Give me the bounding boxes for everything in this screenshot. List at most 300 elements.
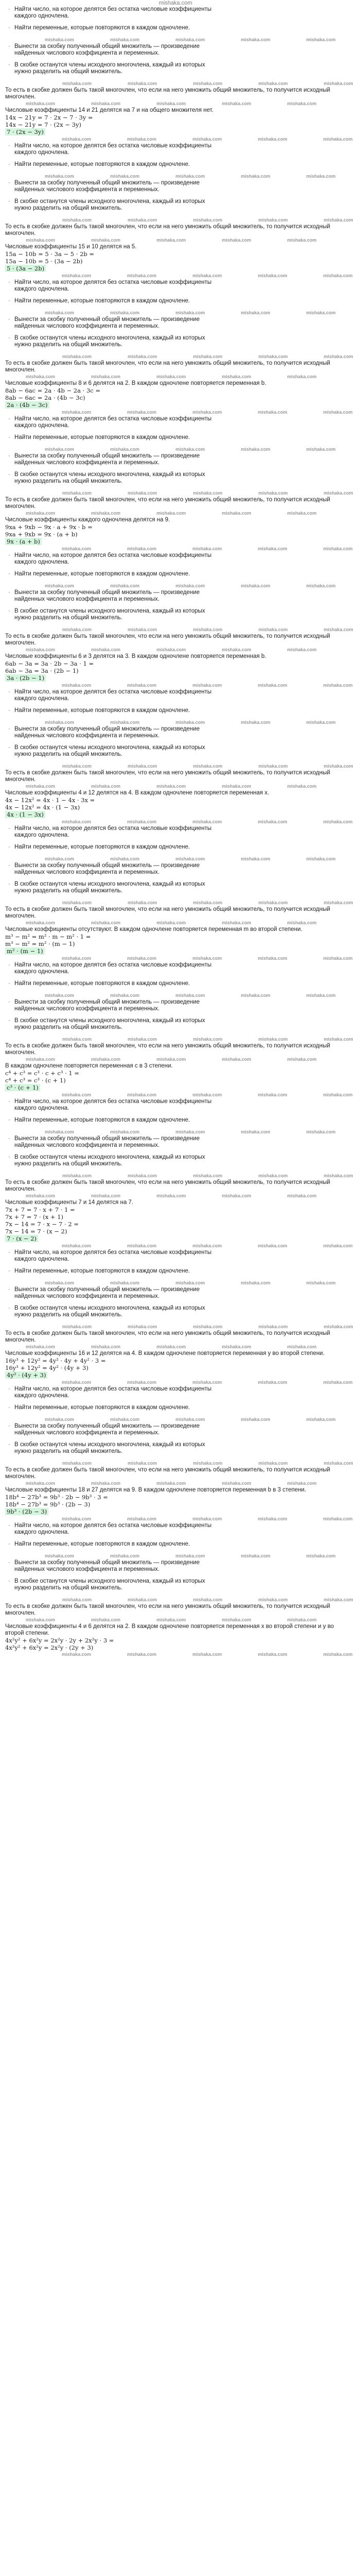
step-item: [5, 689, 346, 702]
step-item: [5, 707, 346, 714]
watermark-row: [5, 920, 346, 926]
step-item: [5, 1386, 346, 1399]
step-text: Найти переменные, которые повторяются в каждом одночлене.: [14, 161, 190, 167]
watermark: mishaka.com: [258, 683, 288, 688]
watermark: mishaka.com: [45, 583, 75, 588]
watermark: mishaka.com: [62, 1092, 92, 1097]
step-bullet: ·: [8, 1154, 10, 1160]
watermark: mishaka.com: [156, 647, 186, 652]
step-bullet: ·: [8, 1404, 10, 1411]
watermark: mishaka.com: [127, 137, 157, 142]
watermark: mishaka.com: [222, 920, 252, 925]
conclusion-text: То есть в скобке должен быть такой многочлен, что если на него умножить общий множитель, то получится исходный многочлен.: [5, 87, 330, 100]
watermark: mishaka.com: [45, 174, 75, 179]
step-text: Найти переменные, которые повторяются в каждом одночлене.: [14, 25, 190, 31]
watermark: mishaka.com: [156, 920, 186, 925]
steps-list: [5, 143, 353, 224]
watermark: mishaka.com: [193, 1173, 223, 1178]
watermark: mishaka.com: [287, 920, 317, 925]
watermark: mishaka.com: [62, 627, 92, 632]
step-text: Найти переменные, которые повторяются в каждом одночлене.: [14, 1117, 190, 1123]
step-text: Вынести за скобку полученный общий множитель — произведение: [14, 1560, 200, 1566]
watermark: mishaka.com: [241, 1129, 271, 1134]
watermark: mishaka.com: [156, 101, 186, 106]
watermark: mishaka.com: [241, 37, 271, 42]
watermark-row: [5, 682, 353, 689]
step-text: нужно разделить на общий множитель.: [14, 342, 122, 348]
watermark-row: [5, 992, 346, 999]
math-line: 9xa + 9xb − 9x · a + 9x · b =: [5, 523, 93, 531]
watermark-row: [5, 647, 346, 653]
conclusion-text: То есть в скобке должен быть такой многочлен, что если на него умножить общий множитель, то получится исходный многочлен.: [5, 224, 330, 236]
steps-list: [5, 1386, 353, 1467]
watermark-row: [5, 763, 353, 770]
watermark: mishaka.com: [110, 1417, 140, 1422]
watermark: mishaka.com: [156, 1481, 186, 1486]
step-item: [5, 980, 346, 987]
math-line: c⁴ + c³ = c³ · (c + 1): [5, 1077, 66, 1084]
watermark: mishaka.com: [323, 137, 353, 142]
watermark-row: [5, 1480, 346, 1487]
step-bullet: ·: [8, 1560, 10, 1566]
step-bullet: ·: [8, 1098, 10, 1105]
watermark: mishaka.com: [241, 720, 271, 725]
watermark: mishaka.com: [323, 1243, 353, 1248]
step-item: [5, 1423, 346, 1436]
watermark: mishaka.com: [26, 1193, 56, 1198]
watermark: mishaka.com: [193, 1597, 223, 1602]
site-header[interactable]: mishaka.com: [158, 0, 192, 6]
watermark: mishaka.com: [287, 1617, 317, 1622]
step-text: нужно разделить на общий множитель.: [14, 615, 122, 621]
watermark: mishaka.com: [175, 1553, 205, 1558]
step-item: [5, 844, 346, 851]
watermark: mishaka.com: [110, 1553, 140, 1558]
solution-section: [5, 1386, 353, 1522]
watermark: mishaka.com: [128, 900, 157, 905]
watermark: mishaka.com: [324, 764, 353, 769]
step-text: Вынести за скобку полученный общий множитель — произведение: [14, 180, 200, 186]
watermark: mishaka.com: [91, 511, 121, 516]
watermark: mishaka.com: [306, 1553, 336, 1558]
watermark: mishaka.com: [45, 310, 75, 315]
watermark: mishaka.com: [128, 1324, 157, 1329]
step-bullet: ·: [8, 279, 10, 285]
watermark: mishaka.com: [62, 137, 92, 142]
watermark: mishaka.com: [306, 310, 336, 315]
watermark: mishaka.com: [26, 1481, 56, 1486]
intro-text: Числовые коэффициенты 6 и 3 делятся на 3. В каждом одночлене повторяется переменная b.: [5, 653, 267, 659]
step-text: каждого одночлена.: [14, 832, 69, 838]
answer-box: 3a · (2b − 1): [5, 674, 46, 682]
step-text: Найти число, на которое делятся без остатка числовые коэффициенты: [14, 279, 211, 285]
watermark: mishaka.com: [156, 374, 186, 379]
watermark-row: [5, 1193, 346, 1199]
watermark: mishaka.com: [222, 374, 252, 379]
step-bullet: ·: [8, 1286, 10, 1293]
watermark: mishaka.com: [193, 490, 223, 496]
watermark: mishaka.com: [26, 920, 56, 925]
intro-text: Числовые коэффициенты 15 и 10 делятся на 5.: [5, 244, 137, 250]
step-bullet: ·: [8, 1423, 10, 1429]
watermark-row: [5, 490, 353, 497]
step-text: нужно разделить на общий множитель.: [14, 888, 122, 894]
step-text: Найти число, на которое делятся без остатка числовые коэффициенты: [14, 689, 211, 695]
math-line: 8ab − 6ac = 2a · 4b − 2a · 3c =: [5, 387, 100, 394]
watermark: mishaka.com: [128, 1597, 157, 1602]
step-item: [5, 1136, 346, 1149]
step-text: Найти переменные, которые повторяются в каждом одночлене.: [14, 1541, 190, 1547]
step-item: [5, 43, 346, 57]
solution-section: [5, 1522, 353, 1658]
math-line: 18b⁴ − 27b³ = 9b³ · 2b − 9b³ · 3 =: [5, 1494, 108, 1501]
watermark: mishaka.com: [306, 720, 336, 725]
step-item: [5, 726, 346, 739]
watermark: mishaka.com: [128, 354, 157, 359]
solution-section: [5, 143, 353, 279]
watermark: mishaka.com: [192, 956, 222, 961]
step-text: В скобке останутся члены исходного многочлена, каждый из которых: [14, 198, 205, 205]
watermark: mishaka.com: [156, 511, 186, 516]
watermark-row: [5, 510, 346, 517]
step-text: каждого одночлена.: [14, 696, 69, 702]
watermark: mishaka.com: [62, 900, 92, 905]
step-bullet: ·: [8, 1442, 10, 1448]
watermark: mishaka.com: [62, 354, 92, 359]
step-text: В скобке останутся члены исходного многочлена, каждый из которых: [14, 881, 205, 887]
step-text: Найти число, на которое делятся без остатка числовые коэффициенты: [14, 962, 211, 968]
step-bullet: ·: [8, 608, 10, 614]
watermark: mishaka.com: [258, 1324, 288, 1329]
watermark: mishaka.com: [110, 856, 140, 861]
math-line: 15a − 10b = 5 · 3a − 5 · 2b =: [5, 250, 95, 258]
step-text: найденных числового коэффициента и переменных.: [14, 1430, 160, 1436]
watermark: mishaka.com: [193, 1037, 223, 1042]
step-text: В скобке останутся члены исходного многочлена, каждый из которых: [14, 1442, 205, 1448]
watermark: mishaka.com: [45, 1280, 75, 1285]
step-item: [5, 198, 346, 212]
watermark-row: [5, 409, 353, 416]
step-bullet: ·: [8, 689, 10, 695]
conclusion-text: То есть в скобке должен быть такой многочлен, что если на него умножить общий множитель, то получится исходный многочлен.: [5, 497, 330, 510]
intro-text: Числовые коэффициенты отсутствуют. В каждом одночлене повторяется переменная m во второй степени.: [5, 926, 303, 933]
watermark-row: [5, 719, 346, 726]
step-bullet: ·: [8, 434, 10, 440]
step-text: каждого одночлена.: [14, 1256, 69, 1262]
intro-text: Числовые коэффициенты 7 и 14 делятся на 7.: [5, 1199, 133, 1206]
step-bullet: ·: [8, 471, 10, 478]
step-bullet: ·: [8, 1305, 10, 1311]
step-bullet: ·: [8, 844, 10, 850]
step-item: [5, 1560, 346, 1573]
step-bullet: ·: [8, 552, 10, 558]
watermark: mishaka.com: [258, 81, 288, 86]
watermark: mishaka.com: [62, 490, 92, 496]
watermark: mishaka.com: [258, 1092, 288, 1097]
watermark: mishaka.com: [175, 1280, 205, 1285]
step-text: найденных числового коэффициента и переменных.: [14, 187, 160, 193]
watermark: mishaka.com: [258, 1173, 288, 1178]
watermark: mishaka.com: [110, 583, 140, 588]
step-bullet: ·: [8, 298, 10, 304]
watermark: mishaka.com: [128, 627, 157, 632]
step-item: [5, 1442, 346, 1455]
watermark: mishaka.com: [241, 1417, 271, 1422]
step-text: найденных числового коэффициента и переменных.: [14, 1293, 160, 1299]
watermark: mishaka.com: [324, 1324, 353, 1329]
watermark: mishaka.com: [258, 1380, 288, 1385]
watermark: mishaka.com: [323, 1380, 353, 1385]
watermark: mishaka.com: [156, 1617, 186, 1622]
steps-list: [5, 6, 353, 87]
math-line: c⁴ + c³ = c³ · c + c³ · 1 =: [5, 1070, 80, 1077]
step-item: [5, 1154, 346, 1167]
watermark: mishaka.com: [324, 490, 353, 496]
watermark: mishaka.com: [45, 447, 75, 452]
watermark: mishaka.com: [128, 490, 157, 496]
step-text: каждого одночлена.: [14, 13, 69, 19]
step-text: Вынести за скобку полученный общий множитель — произведение: [14, 316, 200, 323]
watermark-row: [5, 1553, 346, 1560]
step-text: Найти число, на которое делятся без остатка числовые коэффициенты: [14, 6, 211, 12]
watermark: mishaka.com: [127, 1516, 157, 1521]
watermark: mishaka.com: [192, 137, 222, 142]
watermark: mishaka.com: [91, 374, 121, 379]
watermark-row: [5, 310, 346, 316]
watermark: mishaka.com: [192, 1516, 222, 1521]
watermark-row: [5, 1036, 353, 1043]
watermark: mishaka.com: [175, 174, 205, 179]
watermark: mishaka.com: [222, 1193, 252, 1198]
watermark: mishaka.com: [127, 683, 157, 688]
step-text: нужно разделить на общий множитель.: [14, 1024, 122, 1030]
math-line: 7x + 7 = 7 · x + 7 · 1 =: [5, 1206, 75, 1213]
watermark: mishaka.com: [62, 1516, 92, 1521]
step-text: Найти число, на которое делятся без остатка числовые коэффициенты: [14, 1098, 211, 1105]
step-bullet: ·: [8, 316, 10, 323]
watermark-row: [5, 819, 353, 825]
watermark: mishaka.com: [241, 583, 271, 588]
watermark: mishaka.com: [110, 993, 140, 998]
watermark: mishaka.com: [323, 683, 353, 688]
watermark: mishaka.com: [222, 238, 252, 243]
watermark-row: [5, 273, 353, 279]
step-text: Найти переменные, которые повторяются в каждом одночлене.: [14, 707, 190, 714]
watermark: mishaka.com: [127, 1652, 157, 1657]
step-item: [5, 1286, 346, 1300]
steps-list: [5, 552, 353, 633]
watermark: mishaka.com: [91, 784, 121, 789]
watermark: mishaka.com: [222, 784, 252, 789]
answer-box: m² · (m − 1): [5, 947, 45, 955]
answer-box: 4y² · (4y + 3): [5, 1371, 47, 1379]
watermark: mishaka.com: [62, 410, 92, 415]
step-item: [5, 1018, 346, 1031]
watermark: mishaka.com: [62, 764, 92, 769]
watermark-row: [5, 80, 353, 87]
math-line: 18b⁴ − 27b³ = 9b³ · (2b − 3): [5, 1501, 91, 1508]
intro-text: Числовые коэффициенты 14 и 21 делятся на 7 и на общего множителя нет.: [5, 107, 214, 113]
watermark: mishaka.com: [258, 410, 288, 415]
step-bullet: ·: [8, 62, 10, 68]
watermark: mishaka.com: [156, 784, 186, 789]
watermark: mishaka.com: [193, 81, 223, 86]
step-bullet: ·: [8, 825, 10, 832]
step-item: [5, 1249, 346, 1263]
watermark: mishaka.com: [192, 683, 222, 688]
step-text: Найти переменные, которые повторяются в каждом одночлене.: [14, 1404, 190, 1411]
answer-box: 2a · (4b − 3c): [5, 401, 49, 409]
steps-list: [5, 1249, 353, 1330]
watermark-row: [5, 1379, 353, 1386]
watermark-row: [5, 217, 353, 224]
watermark: mishaka.com: [241, 993, 271, 998]
step-item: [5, 25, 346, 31]
watermark: mishaka.com: [156, 1057, 186, 1062]
watermark: mishaka.com: [192, 1652, 222, 1657]
step-text: В скобке останутся члены исходного многочлена, каждый из которых: [14, 1154, 205, 1160]
watermark: mishaka.com: [258, 819, 288, 824]
step-item: [5, 1404, 346, 1411]
step-bullet: ·: [8, 862, 10, 869]
watermark: mishaka.com: [222, 1057, 252, 1062]
math-line: 4x − 12x² = 4x · (1 − 3x): [5, 804, 80, 811]
step-text: найденных числового коэффициента и переменных.: [14, 50, 160, 56]
step-text: нужно разделить на общий множитель.: [14, 69, 122, 75]
watermark: mishaka.com: [306, 447, 336, 452]
watermark: mishaka.com: [241, 856, 271, 861]
watermark: mishaka.com: [324, 354, 353, 359]
watermark-row: [5, 1597, 353, 1603]
watermark: mishaka.com: [192, 1092, 222, 1097]
solution-section: [5, 6, 353, 143]
step-text: В скобке останутся члены исходного многочлена, каждый из которых: [14, 744, 205, 751]
watermark: mishaka.com: [324, 217, 353, 223]
step-bullet: ·: [8, 180, 10, 186]
watermark: mishaka.com: [287, 374, 317, 379]
watermark-row: [5, 173, 346, 180]
watermark: mishaka.com: [91, 238, 121, 243]
watermark: mishaka.com: [110, 1129, 140, 1134]
step-text: В скобке останутся члены исходного многочлена, каждый из которых: [14, 471, 205, 478]
conclusion-text: То есть в скобке должен быть такой многочлен, что если на него умножить общий множитель, то получится исходный многочлен.: [5, 1179, 330, 1192]
intro-text: Числовые коэффициенты 4 и 12 делятся на 4. В каждом одночлене повторяется переменная x.: [5, 790, 270, 796]
watermark-row: [5, 1056, 346, 1063]
math-line: 4x²y² + 6x²y = 2x²y · (2y + 3): [5, 1644, 94, 1651]
watermark: mishaka.com: [26, 511, 56, 516]
answer-box: 7 · (x − 2): [5, 1235, 38, 1242]
watermark: mishaka.com: [127, 273, 157, 278]
step-text: Вынести за скобку полученный общий множитель — произведение: [14, 862, 200, 869]
step-text: Найти число, на которое делятся без остатка числовые коэффициенты: [14, 1386, 211, 1392]
watermark: mishaka.com: [156, 238, 186, 243]
step-item: [5, 881, 346, 894]
watermark: mishaka.com: [127, 546, 157, 551]
step-text: Найти переменные, которые повторяются в каждом одночлене.: [14, 298, 190, 304]
watermark-row: [5, 446, 346, 453]
watermark: mishaka.com: [324, 81, 353, 86]
answer-box: 7 · (2x − 3y): [5, 128, 45, 135]
watermark: mishaka.com: [193, 1324, 223, 1329]
watermark: mishaka.com: [287, 647, 317, 652]
answer-box: 4x · (1 − 3x): [5, 811, 45, 818]
math-line: 9xa + 9xb = 9x · (a + b): [5, 531, 78, 538]
step-bullet: ·: [8, 962, 10, 968]
step-text: найденных числового коэффициента и переменных.: [14, 1142, 160, 1148]
step-bullet: ·: [8, 1268, 10, 1274]
step-bullet: ·: [8, 707, 10, 714]
watermark: mishaka.com: [26, 647, 56, 652]
watermark: mishaka.com: [258, 273, 288, 278]
watermark: mishaka.com: [62, 1173, 92, 1178]
math-line: 4x²y² + 6x²y = 2x²y · 2y + 2x²y · 3 =: [5, 1637, 114, 1644]
step-item: [5, 416, 346, 429]
step-bullet: ·: [8, 453, 10, 459]
step-item: [5, 1268, 346, 1275]
step-text: каждого одночлена.: [14, 149, 69, 156]
math-line: 16y³ + 12y² = 4y² · 4y + 4y² · 3 =: [5, 1357, 106, 1364]
step-item: [5, 962, 346, 975]
watermark: mishaka.com: [26, 374, 56, 379]
step-text: В скобке останутся члены исходного многочлена, каждый из которых: [14, 335, 205, 341]
watermark: mishaka.com: [156, 1344, 186, 1349]
math-line: 7x − 14 = 7 · x − 7 · 2 =: [5, 1221, 79, 1228]
step-item: [5, 6, 346, 20]
watermark: mishaka.com: [62, 1652, 92, 1657]
math-line: 6ab − 3a = 3a · (2b − 1): [5, 667, 79, 674]
step-item: [5, 1098, 346, 1112]
watermark: mishaka.com: [26, 238, 56, 243]
step-text: каждого одночлена.: [14, 422, 69, 429]
watermark: mishaka.com: [175, 720, 205, 725]
step-text: Найти число, на которое делятся без остатка числовые коэффициенты: [14, 825, 211, 832]
watermark: mishaka.com: [91, 1481, 121, 1486]
watermark: mishaka.com: [128, 1037, 157, 1042]
step-text: найденных числового коэффициента и переменных.: [14, 733, 160, 739]
step-item: [5, 1541, 346, 1548]
watermark: mishaka.com: [323, 273, 353, 278]
watermark: mishaka.com: [258, 1461, 288, 1466]
watermark-row: [5, 1243, 353, 1249]
step-text: каждого одночлена.: [14, 1105, 69, 1111]
solution-section: [5, 962, 353, 1098]
step-text: Найти переменные, которые повторяются в каждом одночлене.: [14, 844, 190, 850]
watermark: mishaka.com: [306, 993, 336, 998]
intro-text: Числовые коэффициенты 16 и 12 делятся на 4. В каждом одночлене повторяется переменная у во второй степени.: [5, 1350, 325, 1357]
watermark: mishaka.com: [45, 37, 75, 42]
step-text: каждого одночлена.: [14, 1529, 69, 1535]
step-bullet: ·: [8, 1386, 10, 1392]
step-bullet: ·: [8, 143, 10, 149]
step-item: [5, 744, 346, 758]
watermark-row: [5, 1092, 353, 1098]
solution-content: [5, 6, 353, 1658]
solution-section: [5, 1249, 353, 1386]
step-text: нужно разделить на общий множитель.: [14, 1585, 122, 1591]
watermark: mishaka.com: [128, 1173, 157, 1178]
watermark: mishaka.com: [324, 1461, 353, 1466]
step-text: Вынести за скобку полученный общий множитель — произведение: [14, 1286, 200, 1293]
step-item: [5, 434, 346, 441]
step-text: Вынести за скобку полученный общий множитель — произведение: [14, 1423, 200, 1429]
step-bullet: ·: [8, 1136, 10, 1142]
watermark: mishaka.com: [110, 174, 140, 179]
watermark: mishaka.com: [127, 1243, 157, 1248]
watermark: mishaka.com: [222, 647, 252, 652]
step-text: нужно разделить на общий множитель.: [14, 1312, 122, 1318]
conclusion-text: То есть в скобке должен быть такой многочлен, что если на него умножить общий множитель, то получится исходный многочлен.: [5, 1043, 330, 1056]
step-bullet: ·: [8, 726, 10, 732]
